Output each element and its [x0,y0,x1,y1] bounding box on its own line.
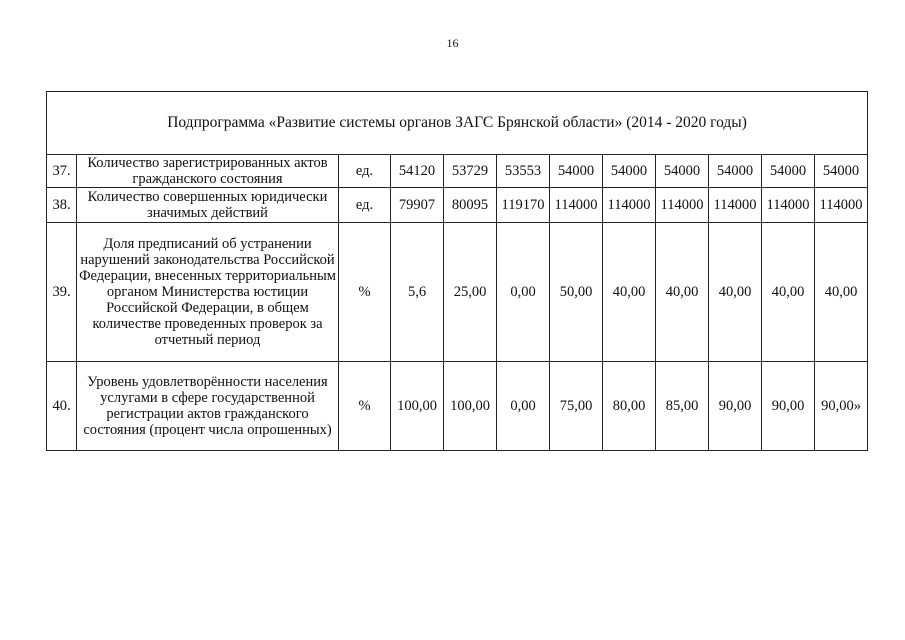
value-cell: 0,00 [497,223,550,362]
value-cell: 114000 [762,188,815,223]
value-cell: 90,00 [709,362,762,451]
value-cell: 0,00 [497,362,550,451]
value-cell: 119170 [497,188,550,223]
value-cell: 114000 [656,188,709,223]
value-cell: 40,00 [762,223,815,362]
value-cell: 90,00» [815,362,868,451]
value-cell: 100,00 [444,362,497,451]
unit-cell: % [339,362,391,451]
value-cell: 53553 [497,155,550,188]
value-cell: 54120 [391,155,444,188]
indicator-name: Уровень удовлетворённости населения услугами в сфере государственной регистрации актов гражданского состояния (процент числа опрошенных) [77,362,339,451]
value-cell: 54000 [656,155,709,188]
value-cell: 40,00 [603,223,656,362]
value-cell: 53729 [444,155,497,188]
indicator-name: Количество совершенных юридически значимых действий [77,188,339,223]
value-cell: 80095 [444,188,497,223]
value-cell: 25,00 [444,223,497,362]
value-cell: 90,00 [762,362,815,451]
indicator-name: Количество зарегистрированных актов гражданского состояния [77,155,339,188]
value-cell: 54000 [709,155,762,188]
table-row [47,155,868,188]
row-number: 39. [47,223,77,362]
table-row [47,188,868,223]
value-cell: 114000 [709,188,762,223]
row-number: 38. [47,188,77,223]
value-cell: 50,00 [550,223,603,362]
unit-cell: % [339,223,391,362]
indicators-table [46,91,868,451]
value-cell: 75,00 [550,362,603,451]
value-cell: 40,00 [815,223,868,362]
subprogram-title: Подпрограмма «Развитие системы органов ЗАГС Брянской области» (2014 - 2020 годы) [47,92,868,155]
row-number: 37. [47,155,77,188]
value-cell: 80,00 [603,362,656,451]
value-cell: 114000 [815,188,868,223]
value-cell: 114000 [603,188,656,223]
value-cell: 40,00 [656,223,709,362]
unit-cell: ед. [339,188,391,223]
unit-cell: ед. [339,155,391,188]
row-number: 40. [47,362,77,451]
value-cell: 54000 [603,155,656,188]
value-cell: 54000 [815,155,868,188]
value-cell: 85,00 [656,362,709,451]
table-row [47,362,868,451]
table-row [47,223,868,362]
value-cell: 114000 [550,188,603,223]
indicator-name: Доля предписаний об устранении нарушений законодательства Российской Федерации, внесенных территориальным органом Министерства юстиции Российской Федерации, в общем количестве проведенных проверок за отчетный период [77,223,339,362]
value-cell: 5,6 [391,223,444,362]
value-cell: 54000 [762,155,815,188]
subprogram-header-row [47,92,868,155]
value-cell: 54000 [550,155,603,188]
value-cell: 40,00 [709,223,762,362]
value-cell: 79907 [391,188,444,223]
page-number: 16 [446,36,459,50]
value-cell: 100,00 [391,362,444,451]
